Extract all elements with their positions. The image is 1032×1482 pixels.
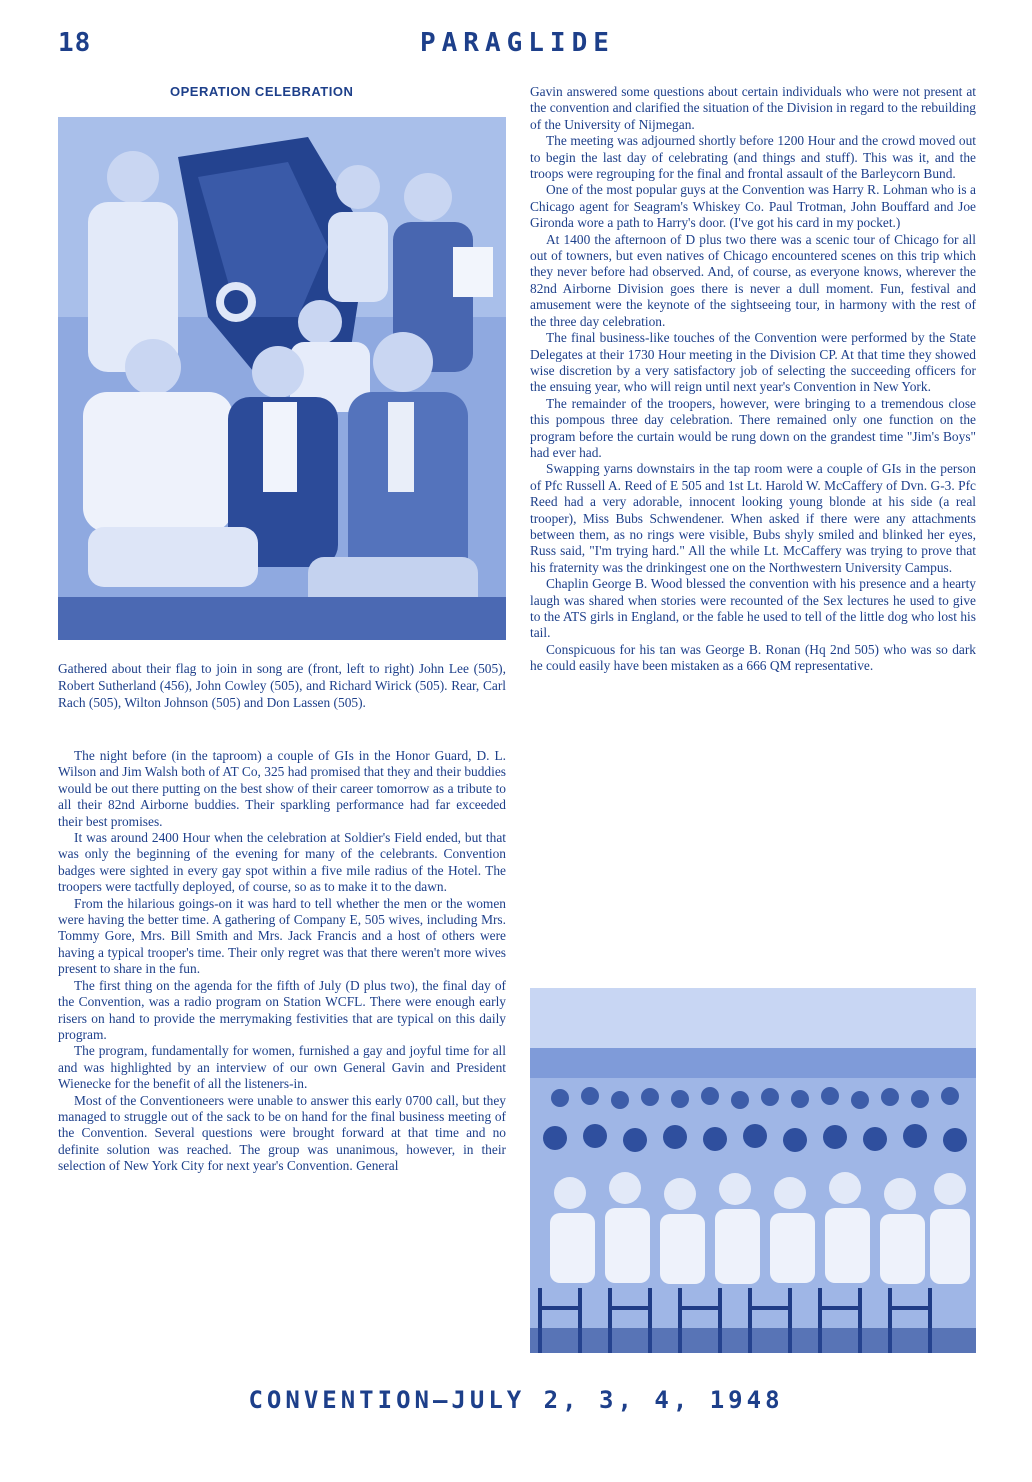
- paragraph: Most of the Conventioneers were unable to answer this early 0700 call, but they managed to struggle out of the sack to be on hand for the final business meeting of the Convention. Several questions were brought forward at that time and no definite solution was reached. The group was unanimous, however, in their selection of New York City for next year's Convention. General: [58, 1092, 506, 1174]
- page-number: 18: [58, 28, 92, 58]
- paragraph: Swapping yarns downstairs in the tap room were a couple of GIs in the person of Pfc Russell A. Reed of E 505 and 1st Lt. Harold W. McCaffery of Dvn. G-3. Pfc Reed had a very adorable, innocent looking young blonde at his side (a real trooper), Miss Bubs Schwendener. When asked if there were any attachments between them, as no rings were visible, Bubs shyly smiled and blinked her eyes, Russ said, "I'm trying hard." All the while Lt. McCaffery was trying to prove that his fraternity was the drinkingest one on the Northwestern University Campus.: [530, 461, 976, 575]
- group-flag-photo-illustration: [58, 117, 506, 640]
- article-left-column: [58, 748, 506, 1360]
- paragraph: The night before (in the taproom) a couple of GIs in the Honor Guard, D. L. Wilson and Jim Walsh both of AT Co, 325 had promised that they and their buddies would be out there putting on the best show of their career tomorrow as a tribute to all their 82nd Airborne buddies. Their sparkling performance had far exceeded their best promises.: [58, 748, 506, 829]
- audience-hall-photo-illustration: [530, 988, 976, 1353]
- group-flag-photo: [58, 117, 506, 640]
- paragraph: The meeting was adjourned shortly before 1200 Hour and the crowd moved out to begin the last day of celebrating (and things and stuff). This was it, and the troops were regrouping for the final and frontal assault of the Barleycorn Bund.: [530, 133, 976, 182]
- paragraph: Chaplin George B. Wood blessed the convention with his presence and a hearty laugh was shared when stories were recounted of the Sex lectures he used to give to the ATS girls in England, or the fable he used to tell of the little dog who lost his tail.: [530, 576, 976, 641]
- photo-caption: Gathered about their flag to join in song are (front, left to right) John Lee (505), Robert Sutherland (456), John Cowley (505), and Richard Wirick (505). Rear, Carl Rach (505), Wilton Johnson (505) and Don Lassen (505).: [58, 661, 506, 711]
- section-title: OPERATION CELEBRATION: [170, 84, 354, 99]
- paragraph: Gavin answered some questions about certain individuals who were not present at the convention and clarified the situation of the Division in regard to the rebuilding of the University of Nijmegan.: [530, 84, 976, 132]
- paragraph: The first thing on the agenda for the fifth of July (D plus two), the final day of the Convention, was a radio program on Station WCFL. There were enough early risers on hand to provide the merrymaking festivities that are typical on this daily program.: [58, 977, 506, 1042]
- paragraph: It was around 2400 Hour when the celebration at Soldier's Field ended, but that was only the beginning of the evening for many of the celebrants. Convention badges were sighted in every gay spot within a five mile radius of the Hotel. The troopers were tactfully deployed, of course, so as to make it to the dawn.: [58, 830, 506, 895]
- paragraph: At 1400 the afternoon of D plus two there was a scenic tour of Chicago for all out of towners, but even natives of Chicago encountered scenes on this trip which they never before had observed. And, of course, as everyone knows, wherever the 82nd Airborne Division goes there is never a dull moment. Fun, festival and amusement were the keynote of the sightseeing tour, in harmony with the rest of the three day celebration.: [530, 231, 976, 329]
- paragraph: One of the most popular guys at the Convention was Harry R. Lohman who is a Chicago agent for Seagram's Whiskey Co. Paul Trotman, John Bouffard and Joe Gironda wore a path to Harry's door. (I've got his card in my pocket.): [530, 182, 976, 231]
- paragraph: Conspicuous for his tan was George B. Ronan (Hq 2nd 505) who was so dark he could easily have been mistaken as a 666 QM representative.: [530, 641, 976, 674]
- publication-masthead: PARAGLIDE: [420, 28, 615, 58]
- paragraph: The final business-like touches of the Convention were performed by the State Delegates at their 1730 Hour meeting in the Division CP. At that time they showed wise discretion by a very satisfactory job of selecting the succeeding officers for the ensuing year, who will reign until next year's Convention in New York.: [530, 330, 976, 395]
- audience-hall-photo: [530, 988, 976, 1353]
- article-right-column: [530, 84, 976, 984]
- paragraph: From the hilarious goings-on it was hard to tell whether the men or the women were having the better time. A gathering of Company E, 505 wives, including Mrs. Tommy Gore, Mrs. Bill Smith and Mrs. Jack Francis and a host of others were having a typical trooper's time. Their only regret was that there weren't more wives present to share in the fun.: [58, 895, 506, 977]
- paragraph: The program, fundamentally for women, furnished a gay and joyful time for all and was highlighted by an interview of our own General Gavin and President Wienecke for the benefit of all the listeners-in.: [58, 1043, 506, 1092]
- footer-convention-dates: CONVENTION—JULY 2, 3, 4, 1948: [248, 1386, 784, 1414]
- paragraph: The remainder of the troopers, however, were bringing to a tremendous close this pompous three day celebration. There remained only one function on the program before the curtain would be rung down on the grandest time "Jim's Boys" had ever had.: [530, 395, 976, 460]
